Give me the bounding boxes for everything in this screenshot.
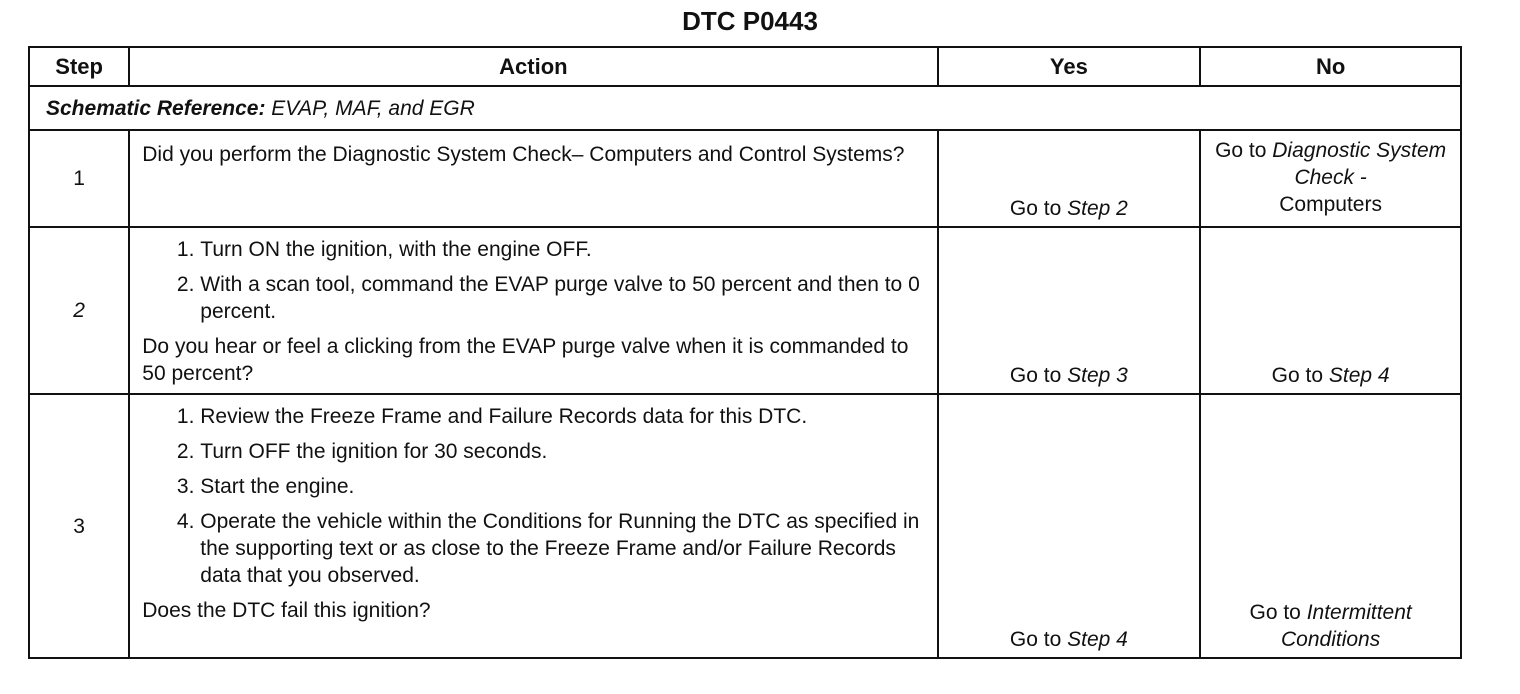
page-title: DTC P0443 bbox=[682, 6, 818, 36]
table-row bbox=[29, 227, 1461, 394]
schematic-value: EVAP, MAF, and EGR bbox=[265, 96, 475, 120]
no-link[interactable]: Step 4 bbox=[1328, 364, 1390, 387]
yes-link[interactable]: Step 4 bbox=[1067, 628, 1128, 651]
no-prefix: Go to bbox=[1249, 601, 1307, 624]
action-question: Do you hear or feel a clicking from the EVAP purge valve when it is commanded to 50 percent? bbox=[142, 335, 909, 385]
header-step: Step bbox=[29, 47, 129, 86]
no-prefix: Go to bbox=[1215, 139, 1273, 162]
no-cell bbox=[1200, 227, 1461, 394]
step-number: 1 bbox=[29, 130, 129, 227]
no-cell bbox=[1200, 130, 1461, 227]
schematic-reference bbox=[29, 86, 1461, 130]
yes-cell bbox=[938, 130, 1201, 227]
table-row bbox=[29, 394, 1461, 658]
action-item: 1. Turn ON the ignition, with the engine OFF. bbox=[200, 236, 926, 263]
action-list bbox=[142, 403, 926, 589]
yes-prefix: Go to bbox=[1009, 364, 1068, 387]
action-cell bbox=[129, 394, 937, 658]
schematic-label: Schematic Reference: bbox=[46, 96, 266, 120]
diagnostic-table bbox=[28, 46, 1462, 659]
step-number: 2 bbox=[29, 227, 129, 394]
action-item: 3. Start the engine. bbox=[200, 473, 926, 500]
action-item: 4. Operate the vehicle within the Conditions for Running the DTC as specified in the supporting text or as close to the Freeze Frame and/or Failure Records data that you observed. bbox=[200, 508, 926, 589]
schematic-row bbox=[29, 86, 1461, 130]
no-cell bbox=[1200, 394, 1461, 658]
no-link[interactable]: Diagnostic System Check - bbox=[1272, 139, 1447, 189]
yes-cell bbox=[938, 227, 1201, 394]
yes-link[interactable]: Step 2 bbox=[1067, 197, 1128, 220]
yes-prefix: Go to bbox=[1009, 628, 1068, 651]
header-action: Action bbox=[129, 47, 937, 86]
action-list bbox=[142, 236, 926, 325]
action-item: 2. With a scan tool, command the EVAP purge valve to 50 percent and then to 0 percent. bbox=[200, 271, 926, 325]
no-link[interactable]: Intermittent Conditions bbox=[1281, 601, 1412, 651]
action-item: 1. Review the Freeze Frame and Failure Records data for this DTC. bbox=[200, 403, 926, 430]
no-prefix: Go to bbox=[1271, 364, 1329, 387]
step-number: 3 bbox=[29, 394, 129, 658]
yes-cell bbox=[938, 394, 1201, 658]
action-cell bbox=[129, 130, 937, 227]
header-yes: Yes bbox=[938, 47, 1201, 86]
action-item: 2. Turn OFF the ignition for 30 seconds. bbox=[200, 438, 926, 465]
header-no: No bbox=[1200, 47, 1461, 86]
action-cell bbox=[129, 227, 937, 394]
yes-prefix: Go to bbox=[1009, 197, 1068, 220]
action-question: Does the DTC fail this ignition? bbox=[142, 599, 431, 622]
action-question: Did you perform the Diagnostic System Check– Computers and Control Systems? bbox=[142, 143, 905, 166]
no-suffix: Computers bbox=[1279, 193, 1382, 216]
header-row bbox=[29, 47, 1461, 86]
yes-link[interactable]: Step 3 bbox=[1067, 364, 1128, 387]
table-row bbox=[29, 130, 1461, 227]
